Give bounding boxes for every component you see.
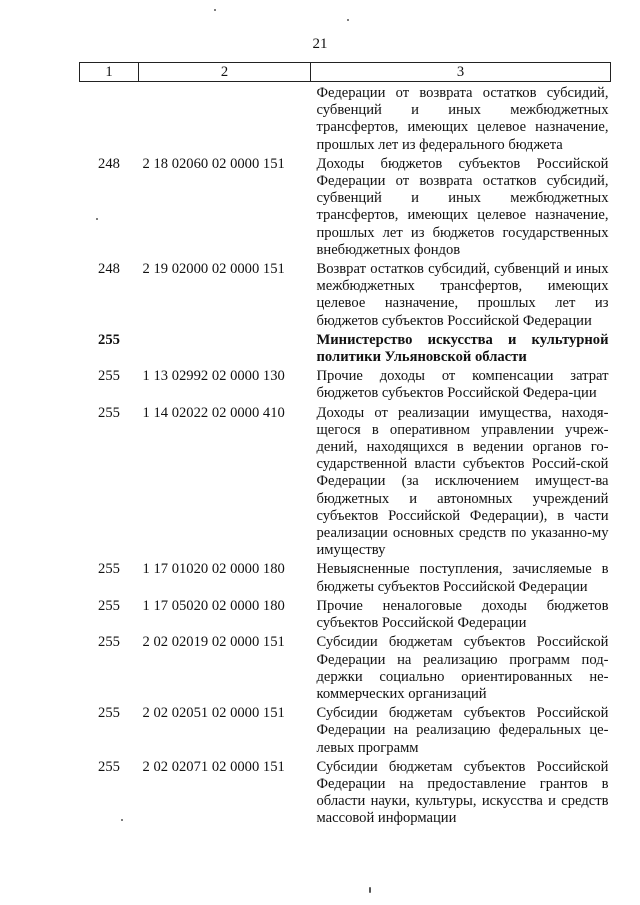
column-header-1: 1 — [80, 63, 139, 82]
scan-speck — [214, 9, 216, 11]
administrator-code — [80, 82, 139, 154]
ministry-heading-row — [80, 330, 611, 366]
revenue-description: Доходы от реализации имущества, находя-щегося в оперативном управлении учреж-дений, находящихся в ведении органов го-сударственной власти субъектов Россий-ской Федерации (за исключением имущест-ва бюджетных и автономных учреждений субъектов Российской Федерации), в части реализации основных средств по указанно-му имуществу — [316, 404, 609, 559]
administrator-code: 255 — [98, 368, 120, 385]
table-row — [80, 403, 611, 560]
revenue-description: Федерации от возврата остатков субсидий, субвенций и иных межбюджетных трансфертов, имеющих целевое назначение, прошлых лет из федерального бюджета — [316, 85, 609, 153]
table-row — [80, 757, 611, 828]
table-row — [80, 366, 611, 402]
revenue-code: 2 02 02019 02 0000 151 — [142, 634, 285, 651]
table-row — [80, 154, 611, 259]
budget-classification-table — [79, 62, 611, 828]
scan-speck — [369, 887, 371, 893]
revenue-description: Возврат остатков субсидий, субвенций и иных межбюджетных трансфертов, имеющих целевое назначение, прошлых лет из бюджетов субъектов Российской Федерации — [316, 261, 609, 329]
table-row — [80, 559, 611, 595]
column-header-2: 2 — [139, 63, 311, 82]
revenue-code: 1 14 02022 02 0000 410 — [142, 404, 285, 421]
revenue-description: Субсидии бюджетам субъектов Российской Федерации на реализацию федеральных це-левых программ — [316, 705, 609, 756]
revenue-code: 2 19 02000 02 0000 151 — [142, 261, 285, 278]
administrator-code: 255 — [98, 758, 120, 775]
table-row — [80, 259, 611, 330]
revenue-description: Прочие неналоговые доходы бюджетов субъектов Российской Федерации — [316, 597, 609, 632]
scan-speck — [121, 819, 123, 821]
revenue-description: Субсидии бюджетам субъектов Российской Федерации на реализацию программ под-держки социально ориентированных не-коммерческих организаций — [316, 634, 609, 702]
administrator-code: 248 — [98, 155, 120, 172]
revenue-description: Субсидии бюджетам субъектов Российской Федерации на предоставление грантов в области науки, культуры, искусства и средств массовой информации — [316, 758, 609, 827]
revenue-description: Невыясненные поступления, зачисляемые в бюджеты субъектов Российской Федерации — [316, 561, 609, 595]
administrator-code: 255 — [98, 597, 120, 614]
revenue-code: 1 17 01020 02 0000 180 — [142, 561, 285, 578]
administrator-code: 255 — [98, 331, 120, 348]
revenue-code: 2 02 02071 02 0000 151 — [142, 758, 285, 775]
administrator-code: 255 — [98, 705, 120, 722]
revenue-code — [139, 82, 311, 154]
table-row — [80, 596, 611, 632]
administrator-code: 255 — [98, 404, 120, 421]
ministry-name: Министерство искусства и культурной политики Ульяновской области — [316, 331, 609, 366]
table-header-row — [80, 63, 611, 82]
revenue-code: 1 17 05020 02 0000 180 — [142, 597, 285, 614]
revenue-description: Доходы бюджетов субъектов Российской Федерации от возврата остатков субсидий, субвенций и иных межбюджетных трансфертов, имеющих целевое назначение, прошлых лет из бюджетов государственных внебюджетных фондов — [316, 155, 609, 258]
revenue-description: Прочие доходы от компенсации затрат бюджетов субъектов Российской Федера-ции — [316, 368, 609, 402]
table-row — [80, 703, 611, 757]
scan-speck — [347, 19, 349, 21]
revenue-code: 2 18 02060 02 0000 151 — [142, 155, 285, 172]
revenue-code: 1 13 02992 02 0000 130 — [142, 368, 285, 385]
administrator-code: 248 — [98, 261, 120, 278]
table-row — [80, 82, 611, 154]
column-header-3: 3 — [311, 63, 611, 82]
revenue-code: 2 02 02051 02 0000 151 — [142, 705, 285, 722]
administrator-code: 255 — [98, 634, 120, 651]
administrator-code: 255 — [98, 561, 120, 578]
revenue-code — [139, 330, 311, 366]
scan-speck — [96, 218, 98, 220]
table-row — [80, 632, 611, 703]
page-number: 21 — [312, 36, 328, 52]
